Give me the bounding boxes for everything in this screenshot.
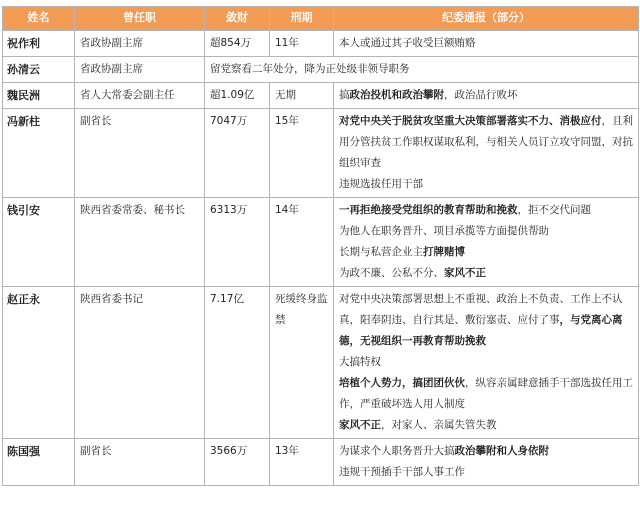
row-report (334, 439, 639, 486)
report-text: ，且利用分管扶贫工作职权谋取私利，与相关人员订立攻守同盟，对抗组织审查 (339, 115, 633, 169)
row-position: 陕西省委常委、秘书长 (75, 198, 205, 287)
row-report (334, 83, 639, 109)
report-text: 对党中央决策部署思想上不重视、政治上不负责、工作上不认真，阳奉阴违、自行其是、敷衍塞责、应付了事 (339, 293, 623, 326)
row-sentence: 死缓终身监禁 (270, 287, 334, 439)
header-name: 姓名 (3, 7, 75, 31)
header-position: 曾任职 (75, 7, 205, 31)
report-bold: 家风不正 (444, 267, 486, 279)
header-wealth: 敛财 (205, 7, 270, 31)
row-sentence: 15年 (270, 109, 334, 198)
row-name: 孙清云 (3, 57, 75, 83)
row-sentence: 无期 (270, 83, 334, 109)
row-report (334, 198, 639, 287)
row-wealth: 3566万 (205, 439, 270, 486)
row-sentence: 13年 (270, 439, 334, 486)
table-row (3, 198, 639, 287)
row-name: 祝作利 (3, 31, 75, 57)
row-position: 省人大常委会副主任 (75, 83, 205, 109)
row-name: 赵正永 (3, 287, 75, 439)
row-position: 省政协副主席 (75, 57, 205, 83)
row-wealth: 超1.09亿 (205, 83, 270, 109)
report-line: 违规干预插手干部人事工作 (339, 466, 465, 478)
table-row (3, 439, 639, 486)
row-wealth: 6313万 (205, 198, 270, 287)
report-line: 违规选拔任用干部 (339, 178, 423, 190)
row-wealth: 超854万 (205, 31, 270, 57)
header-sentence: 刑期 (270, 7, 334, 31)
header-report: 纪委通报（部分） (334, 7, 639, 31)
row-name: 冯新柱 (3, 109, 75, 198)
header-row (3, 7, 639, 31)
table-row (3, 31, 639, 57)
row-report (334, 287, 639, 439)
report-bold: 政治投机和政治攀附 (349, 89, 444, 101)
row-position: 副省长 (75, 439, 205, 486)
report-bold: 对党中央关于脱贫攻坚重大决策部署落实不力、消极应付 (339, 115, 602, 127)
row-wealth: 7.17亿 (205, 287, 270, 439)
report-text: 为谋求个人职务晋升大搞 (339, 445, 455, 457)
report-text: 长期与私营企业主 (339, 246, 423, 258)
report-line: 大搞特权 (339, 356, 381, 368)
table-row (3, 83, 639, 109)
report-text: 搞 (339, 89, 350, 101)
report-text: ，对家人、亲属失管失教 (381, 419, 497, 431)
report-line: 为他人在职务晋升、项目承揽等方面提供帮助 (339, 225, 549, 237)
report-bold: ，与党离心离德，无视组织一再教育帮助挽救 (339, 314, 623, 347)
report-bold: 政治攀附和人身依附 (454, 445, 549, 457)
table-row (3, 57, 639, 83)
report-text: 为政不廉、公私不分、 (339, 267, 444, 279)
report-bold: 培植个人势力，搞团团伙伙 (339, 377, 465, 389)
row-sentence: 14年 (270, 198, 334, 287)
row-name: 钱引安 (3, 198, 75, 287)
report-text: ，政治品行败坏 (444, 89, 518, 101)
report-bold: 打牌赌博 (423, 246, 465, 258)
row-wealth: 7047万 (205, 109, 270, 198)
officials-table (2, 6, 639, 486)
row-position: 省政协副主席 (75, 31, 205, 57)
table-row (3, 287, 639, 439)
report-bold: 家风不正 (339, 419, 381, 431)
row-report (334, 109, 639, 198)
report-text: ，纵容亲属肆意插手干部选拔任用工作，严重破坏选人用人制度 (339, 377, 633, 410)
row-report: 本人或通过其子收受巨额贿赂 (334, 31, 639, 57)
row-sentence: 11年 (270, 31, 334, 57)
report-bold: 一再拒绝接受党组织的教育帮助和挽救 (339, 204, 518, 216)
row-name: 陈国强 (3, 439, 75, 486)
row-position: 陕西省委书记 (75, 287, 205, 439)
row-merged-note: 留党察看二年处分，降为正处级非领导职务 (205, 57, 639, 83)
table-row (3, 109, 639, 198)
row-position: 副省长 (75, 109, 205, 198)
report-text: ，拒不交代问题 (517, 204, 591, 216)
row-name: 魏民洲 (3, 83, 75, 109)
